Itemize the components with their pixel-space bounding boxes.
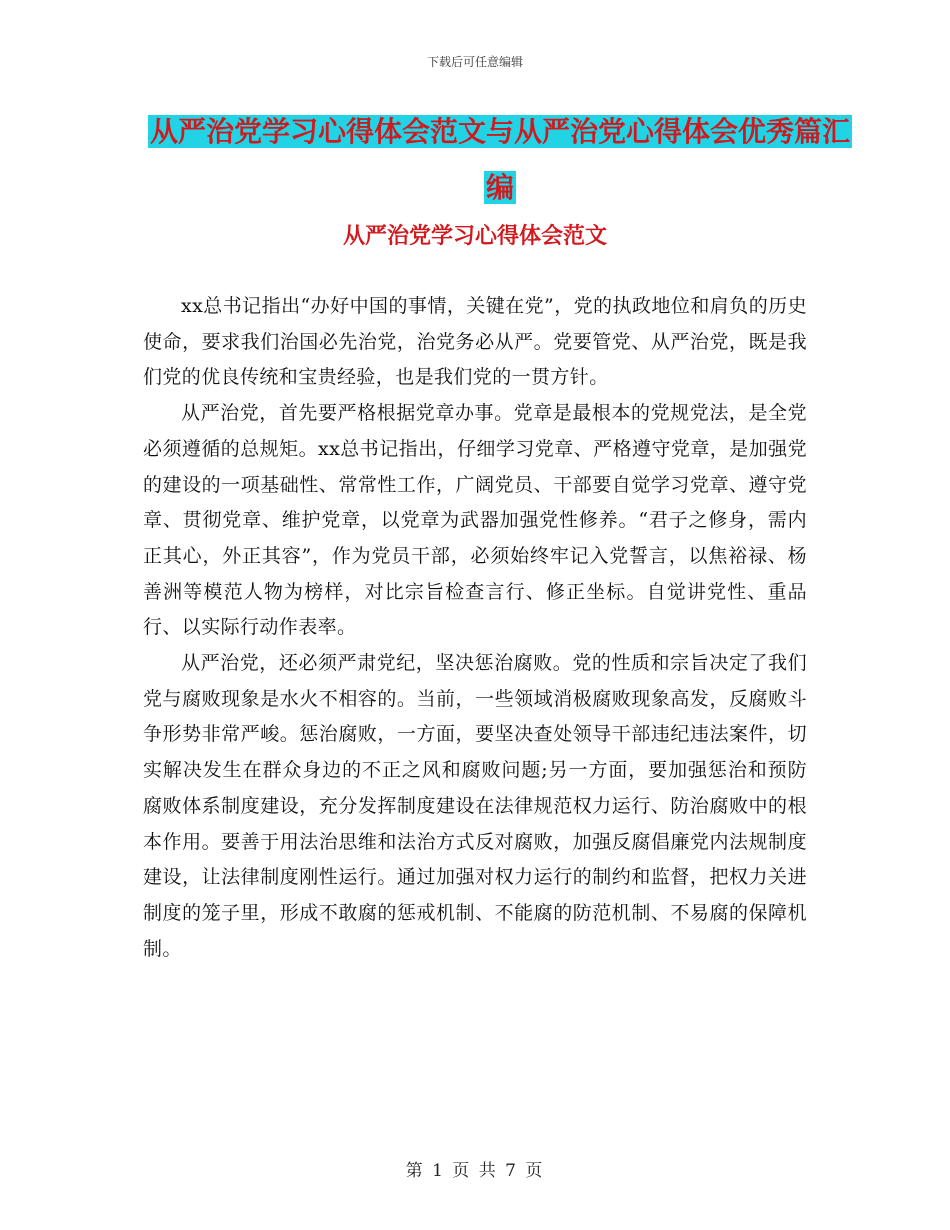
document-title bbox=[140, 104, 860, 216]
paragraph: 从严治党，还必须严肃党纪，坚决惩治腐败。党的性质和宗旨决定了我们党与腐败现象是水火不相容的。当前，一些领域消极腐败现象高发，反腐败斗争形势非常严峻。惩治腐败，一方面，要坚决查处领导干部违纪违法案件，切实解决发生在群众身边的不正之风和腐败问题;另一方面，要加强惩治和预防腐败体系制度建设，充分发挥制度建设在法律规范权力运行、防治腐败中的根本作用。要善于用法治思维和法治方式反对腐败，加强反腐倡廉党内法规制度建设，让法律制度刚性运行。通过加强对权力运行的制约和监督，把权力关进制度的笼子里，形成不敢腐的惩戒机制、不能腐的防范机制、不易腐的保障机制。 bbox=[143, 652, 807, 960]
document-body bbox=[143, 289, 807, 967]
document-title-text: 从严治党学习心得体会范文与从严治党心得体会优秀篇汇编 bbox=[149, 115, 850, 204]
section-title: 从严治党学习心得体会范文 bbox=[342, 224, 607, 249]
page-number: 第 1 页 共 7 页 bbox=[405, 1161, 545, 1181]
header-note: 下载后可任意编辑 bbox=[426, 55, 523, 69]
paragraph: 从严治党，首先要严格根据党章办事。党章是最根本的党规党法，是全党必须遵循的总规矩。xx总书记指出，仔细学习党章、严格遵守党章，是加强党的建设的一项基础性、常常性工作，广阔党员、干部要自觉学习党章、遵守党章、贯彻党章、维护党章，以党章为武器加强党性修养。“君子之修身，需内正其心，外正其容”，作为党员干部，必须始终牢记入党誓言，以焦裕禄、杨善洲等模范人物为榜样，对比宗旨检查言行、修正坐标。自觉讲党性、重品行、以实际行动作表率。 bbox=[143, 402, 807, 639]
paragraph: xx总书记指出“办好中国的事情，关键在党”，党的执政地位和肩负的历史使命，要求我们治国必先治党，治党务必从严。党要管党、从严治党，既是我们党的优良传统和宝贵经验，也是我们党的一贯方针。 bbox=[143, 295, 807, 389]
